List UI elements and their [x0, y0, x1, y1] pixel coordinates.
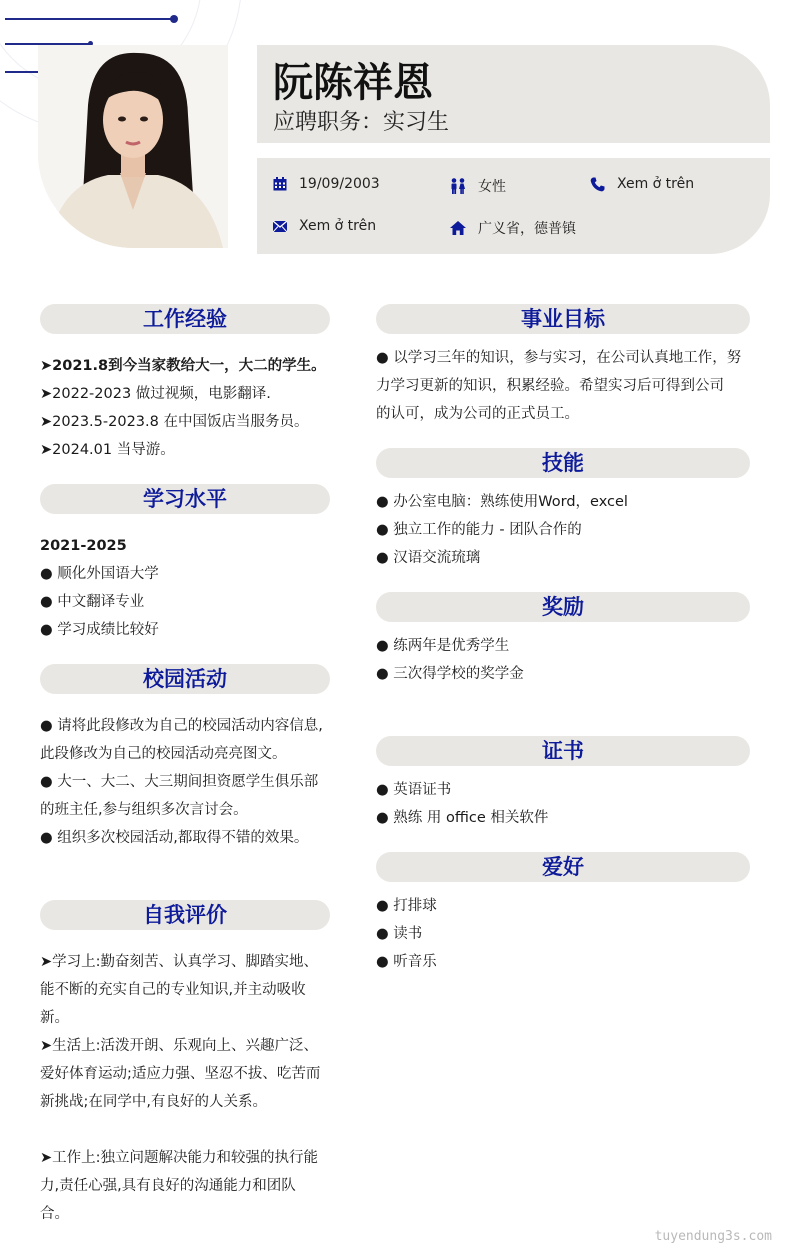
decorative-line: [5, 18, 175, 20]
career-objective-text: [376, 344, 766, 428]
birthdate-value: 19/09/2003: [299, 176, 380, 192]
list-item: ● 听音乐: [376, 954, 437, 970]
certificates-list: [376, 776, 766, 832]
list-item: ● 打排球: [376, 898, 437, 914]
skills-heading: 技能: [376, 448, 750, 478]
text-line: 能不断的充实自己的专业知识,并主动吸收: [40, 982, 306, 998]
text-line: 的认可，成为公司的正式员工。: [376, 406, 579, 422]
email-row: [273, 218, 376, 234]
list-item: ● 练两年是优秀学生: [376, 638, 510, 654]
hobbies-heading: 爱好: [376, 852, 750, 882]
education-list: [40, 532, 340, 644]
birthdate-row: [273, 176, 380, 192]
list-item: ➤2021.8到今当家教给大一，大二的学生。: [40, 358, 326, 374]
list-item: ➤2022-2023 做过视频，电影翻译.: [40, 386, 271, 402]
list-item: ● 熟练 用 office 相关软件: [376, 810, 549, 826]
calendar-icon: [273, 177, 287, 191]
text-line: 爱好体育运动;适应力强、坚忍不拔、吃苦而: [40, 1066, 321, 1082]
text-line: ➤学习上:勤奋刻苦、认真学习、脚踏实地、: [40, 954, 319, 970]
profile-photo: [38, 45, 228, 248]
text-line: 新挑战;在同学中,有良好的人关系。: [40, 1094, 267, 1110]
awards-list: [376, 632, 766, 688]
text-line: ➤工作上:独立问题解决能力和较强的执行能: [40, 1150, 319, 1166]
text-line: ● 请将此段修改为自己的校园活动内容信息,: [40, 718, 323, 734]
phone-icon: [590, 177, 605, 192]
list-item: ➤2024.01 当导游。: [40, 442, 175, 458]
envelope-icon: [273, 221, 287, 232]
list-item: ● 中文翻译专业: [40, 594, 145, 610]
text-line: 力,责任心强,具有良好的沟通能力和团队: [40, 1178, 296, 1194]
hobbies-list: [376, 892, 766, 976]
list-item: ● 顺化外国语大学: [40, 566, 159, 582]
text-line: ● 以学习三年的知识，参与实习，在公司认真地工作，努: [376, 350, 742, 366]
candidate-name: 阮陈祥恩: [273, 60, 433, 106]
work-experience-heading: 工作经验: [40, 304, 330, 334]
text-line: 的班主任,参与组织多次言讨会。: [40, 802, 248, 818]
text-line: ● 组织多次校园活动,都取得不错的效果。: [40, 830, 309, 846]
email-value: Xem ở trên: [299, 218, 377, 234]
list-item: ● 办公室电脑：熟练使用Word，excel: [376, 494, 628, 510]
text-line: ● 大一、大二、大三期间担资愿学生俱乐部: [40, 774, 319, 790]
list-item: ● 英语证书: [376, 782, 452, 798]
list-item: ● 学习成绩比较好: [40, 622, 159, 638]
list-item: ● 汉语交流琉璃: [376, 550, 481, 566]
skills-list: [376, 488, 766, 572]
contact-info-panel: [257, 158, 770, 254]
list-item: ● 读书: [376, 926, 423, 942]
certificates-heading: 证书: [376, 736, 750, 766]
list-item: ● 独立工作的能力 - 团队合作的: [376, 522, 582, 538]
education-period: 2021-2025: [40, 538, 127, 554]
list-item: ➤2023.5-2023.8 在中国饭店当服务员。: [40, 414, 309, 430]
gender-value: 女性: [478, 179, 506, 195]
name-panel: [257, 45, 770, 143]
awards-heading: 奖励: [376, 592, 750, 622]
education-heading: 学习水平: [40, 484, 330, 514]
self-evaluation-text: [40, 948, 340, 1228]
phone-row: [590, 176, 694, 192]
text-line: 新。: [40, 1010, 69, 1026]
career-objective-heading: 事业目标: [376, 304, 750, 334]
address-value: 广义省，德普镇: [478, 221, 576, 237]
watermark: tuyendung3s.com: [654, 1229, 772, 1244]
campus-activities-heading: 校园活动: [40, 664, 330, 694]
gender-icon: [450, 178, 466, 194]
job-position: 应聘职务：实习生: [273, 110, 450, 135]
spacer: [40, 1116, 340, 1144]
gender-row: [450, 176, 506, 196]
list-item: ● 三次得学校的奖学金: [376, 666, 524, 682]
self-evaluation-heading: 自我评价: [40, 900, 330, 930]
home-icon: [450, 221, 466, 235]
text-line: 力学习更新的知识，积累经验。希望实习后可得到公司: [376, 378, 724, 394]
phone-value: Xem ở trên: [617, 176, 695, 192]
decorative-dot: [170, 15, 178, 23]
text-line: ➤生活上:活泼开朗、乐观向上、兴趣广泛、: [40, 1038, 319, 1054]
text-line: 此段修改为自己的校园活动亮亮图文。: [40, 746, 287, 762]
campus-activities-text: [40, 712, 340, 852]
work-experience-list: [40, 352, 340, 464]
address-row: [450, 218, 576, 238]
text-line: 合。: [40, 1206, 69, 1222]
